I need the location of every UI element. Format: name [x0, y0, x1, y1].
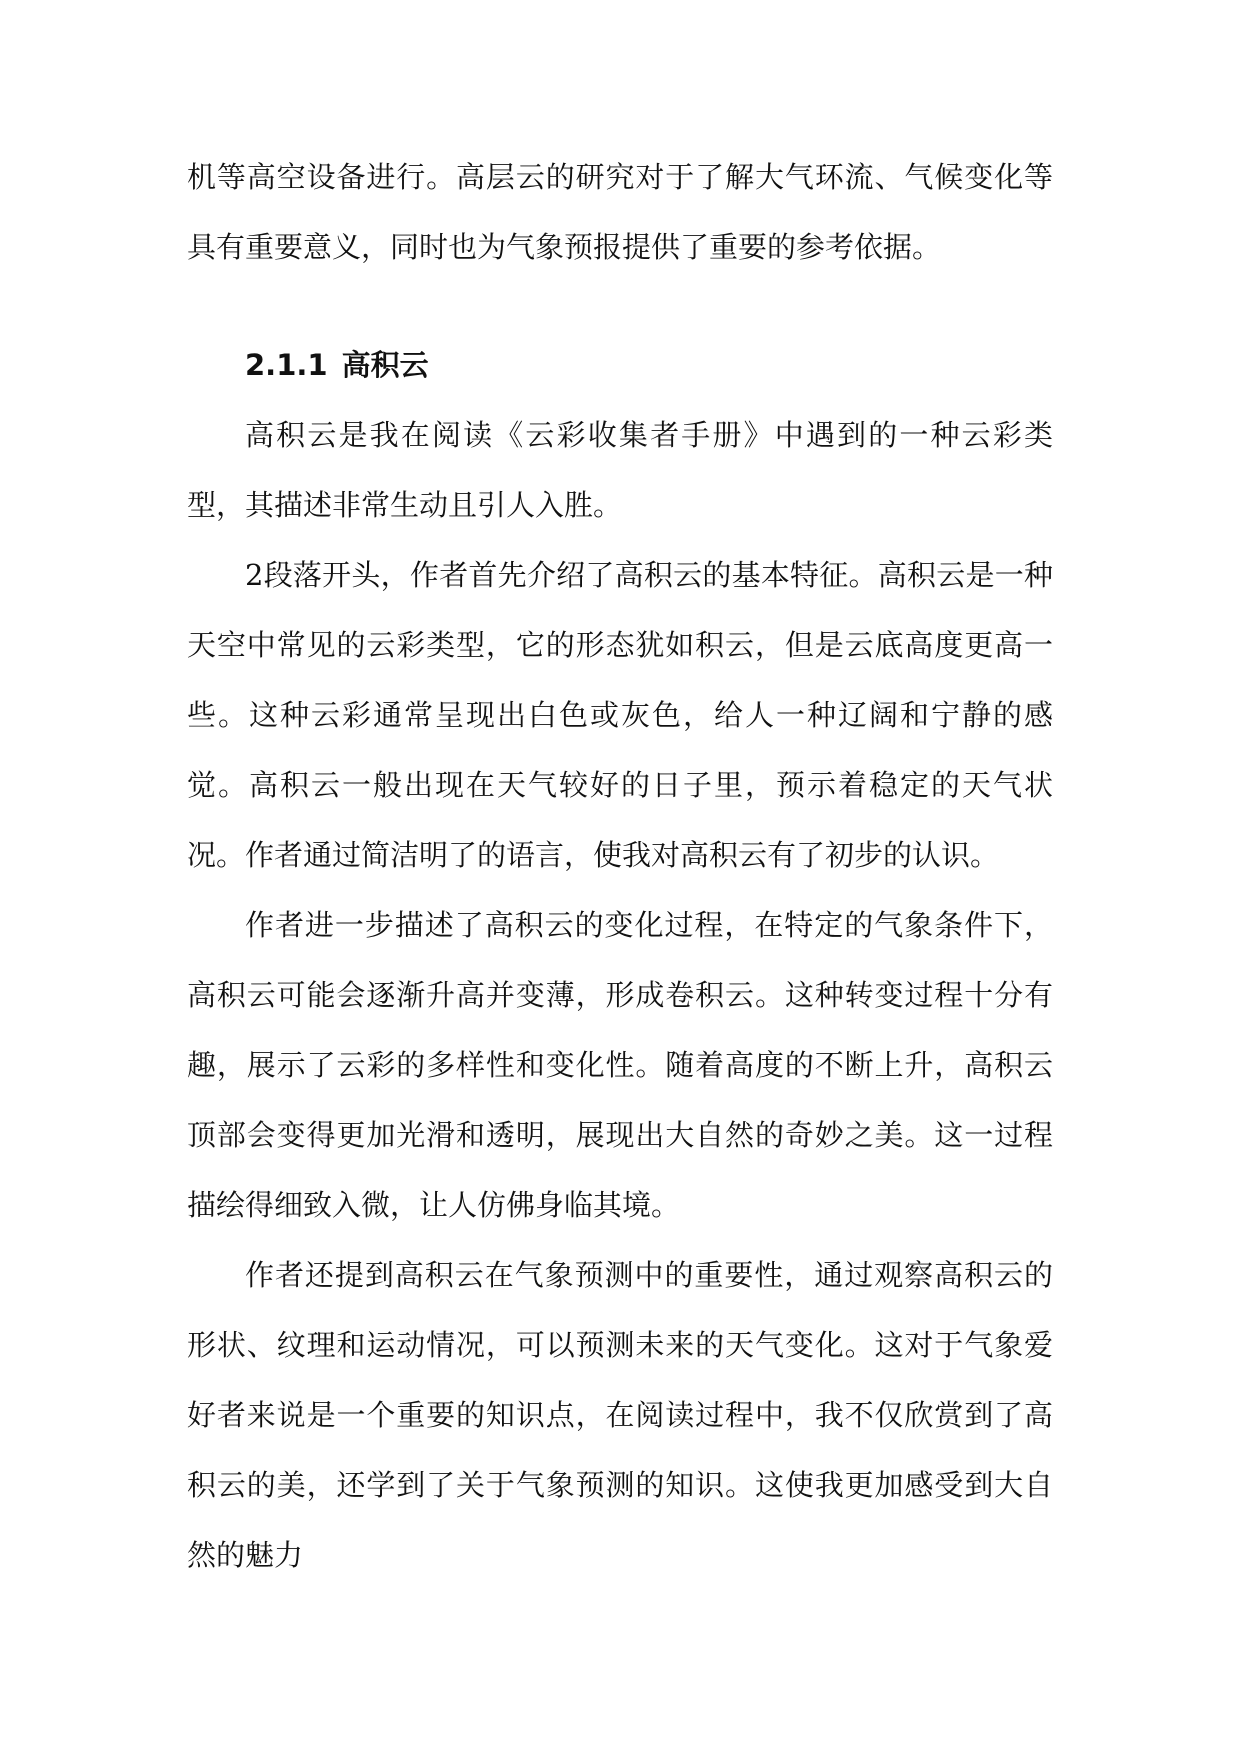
- section-title: 高积云: [341, 348, 429, 382]
- continued-paragraph: 机等高空设备进行。高层云的研究对于了解大气环流、气候变化等具有重要意义，同时也为气象预报提供了重要的参考依据。: [187, 160, 1053, 264]
- paragraph-4: 作者还提到高积云在气象预测中的重要性，通过观察高积云的形状、纹理和运动情况，可以预测未来的天气变化。这对于气象爱好者来说是一个重要的知识点，在阅读过程中，我不仅欣赏到了高积云的美，还学到了关于气象预测的知识。这使我更加感受到大自然的魅力: [187, 1258, 1053, 1572]
- paragraph-1: 高积云是我在阅读《云彩收集者手册》中遇到的一种云彩类型，其描述非常生动且引人入胜。: [187, 418, 1053, 522]
- paragraph-2: 2段落开头，作者首先介绍了高积云的基本特征。高积云是一种天空中常见的云彩类型，它的形态犹如积云，但是云底高度更高一些。这种云彩通常呈现出白色或灰色，给人一种辽阔和宁静的感觉。高积云一般出现在天气较好的日子里，预示着稳定的天气状况。作者通过简洁明了的语言，使我对高积云有了初步的认识。: [187, 558, 1053, 872]
- section-number: 2.1.1: [245, 348, 328, 382]
- paragraph-3: 作者进一步描述了高积云的变化过程，在特定的气象条件下，高积云可能会逐渐升高并变薄，形成卷积云。这种转变过程十分有趣，展示了云彩的多样性和变化性。随着高度的不断上升，高积云顶部会变得更加光滑和透明，展现出大自然的奇妙之美。这一过程描绘得细致入微，让人仿佛身临其境。: [187, 908, 1053, 1222]
- section-heading: [187, 330, 1053, 400]
- document-body: [187, 142, 1053, 1590]
